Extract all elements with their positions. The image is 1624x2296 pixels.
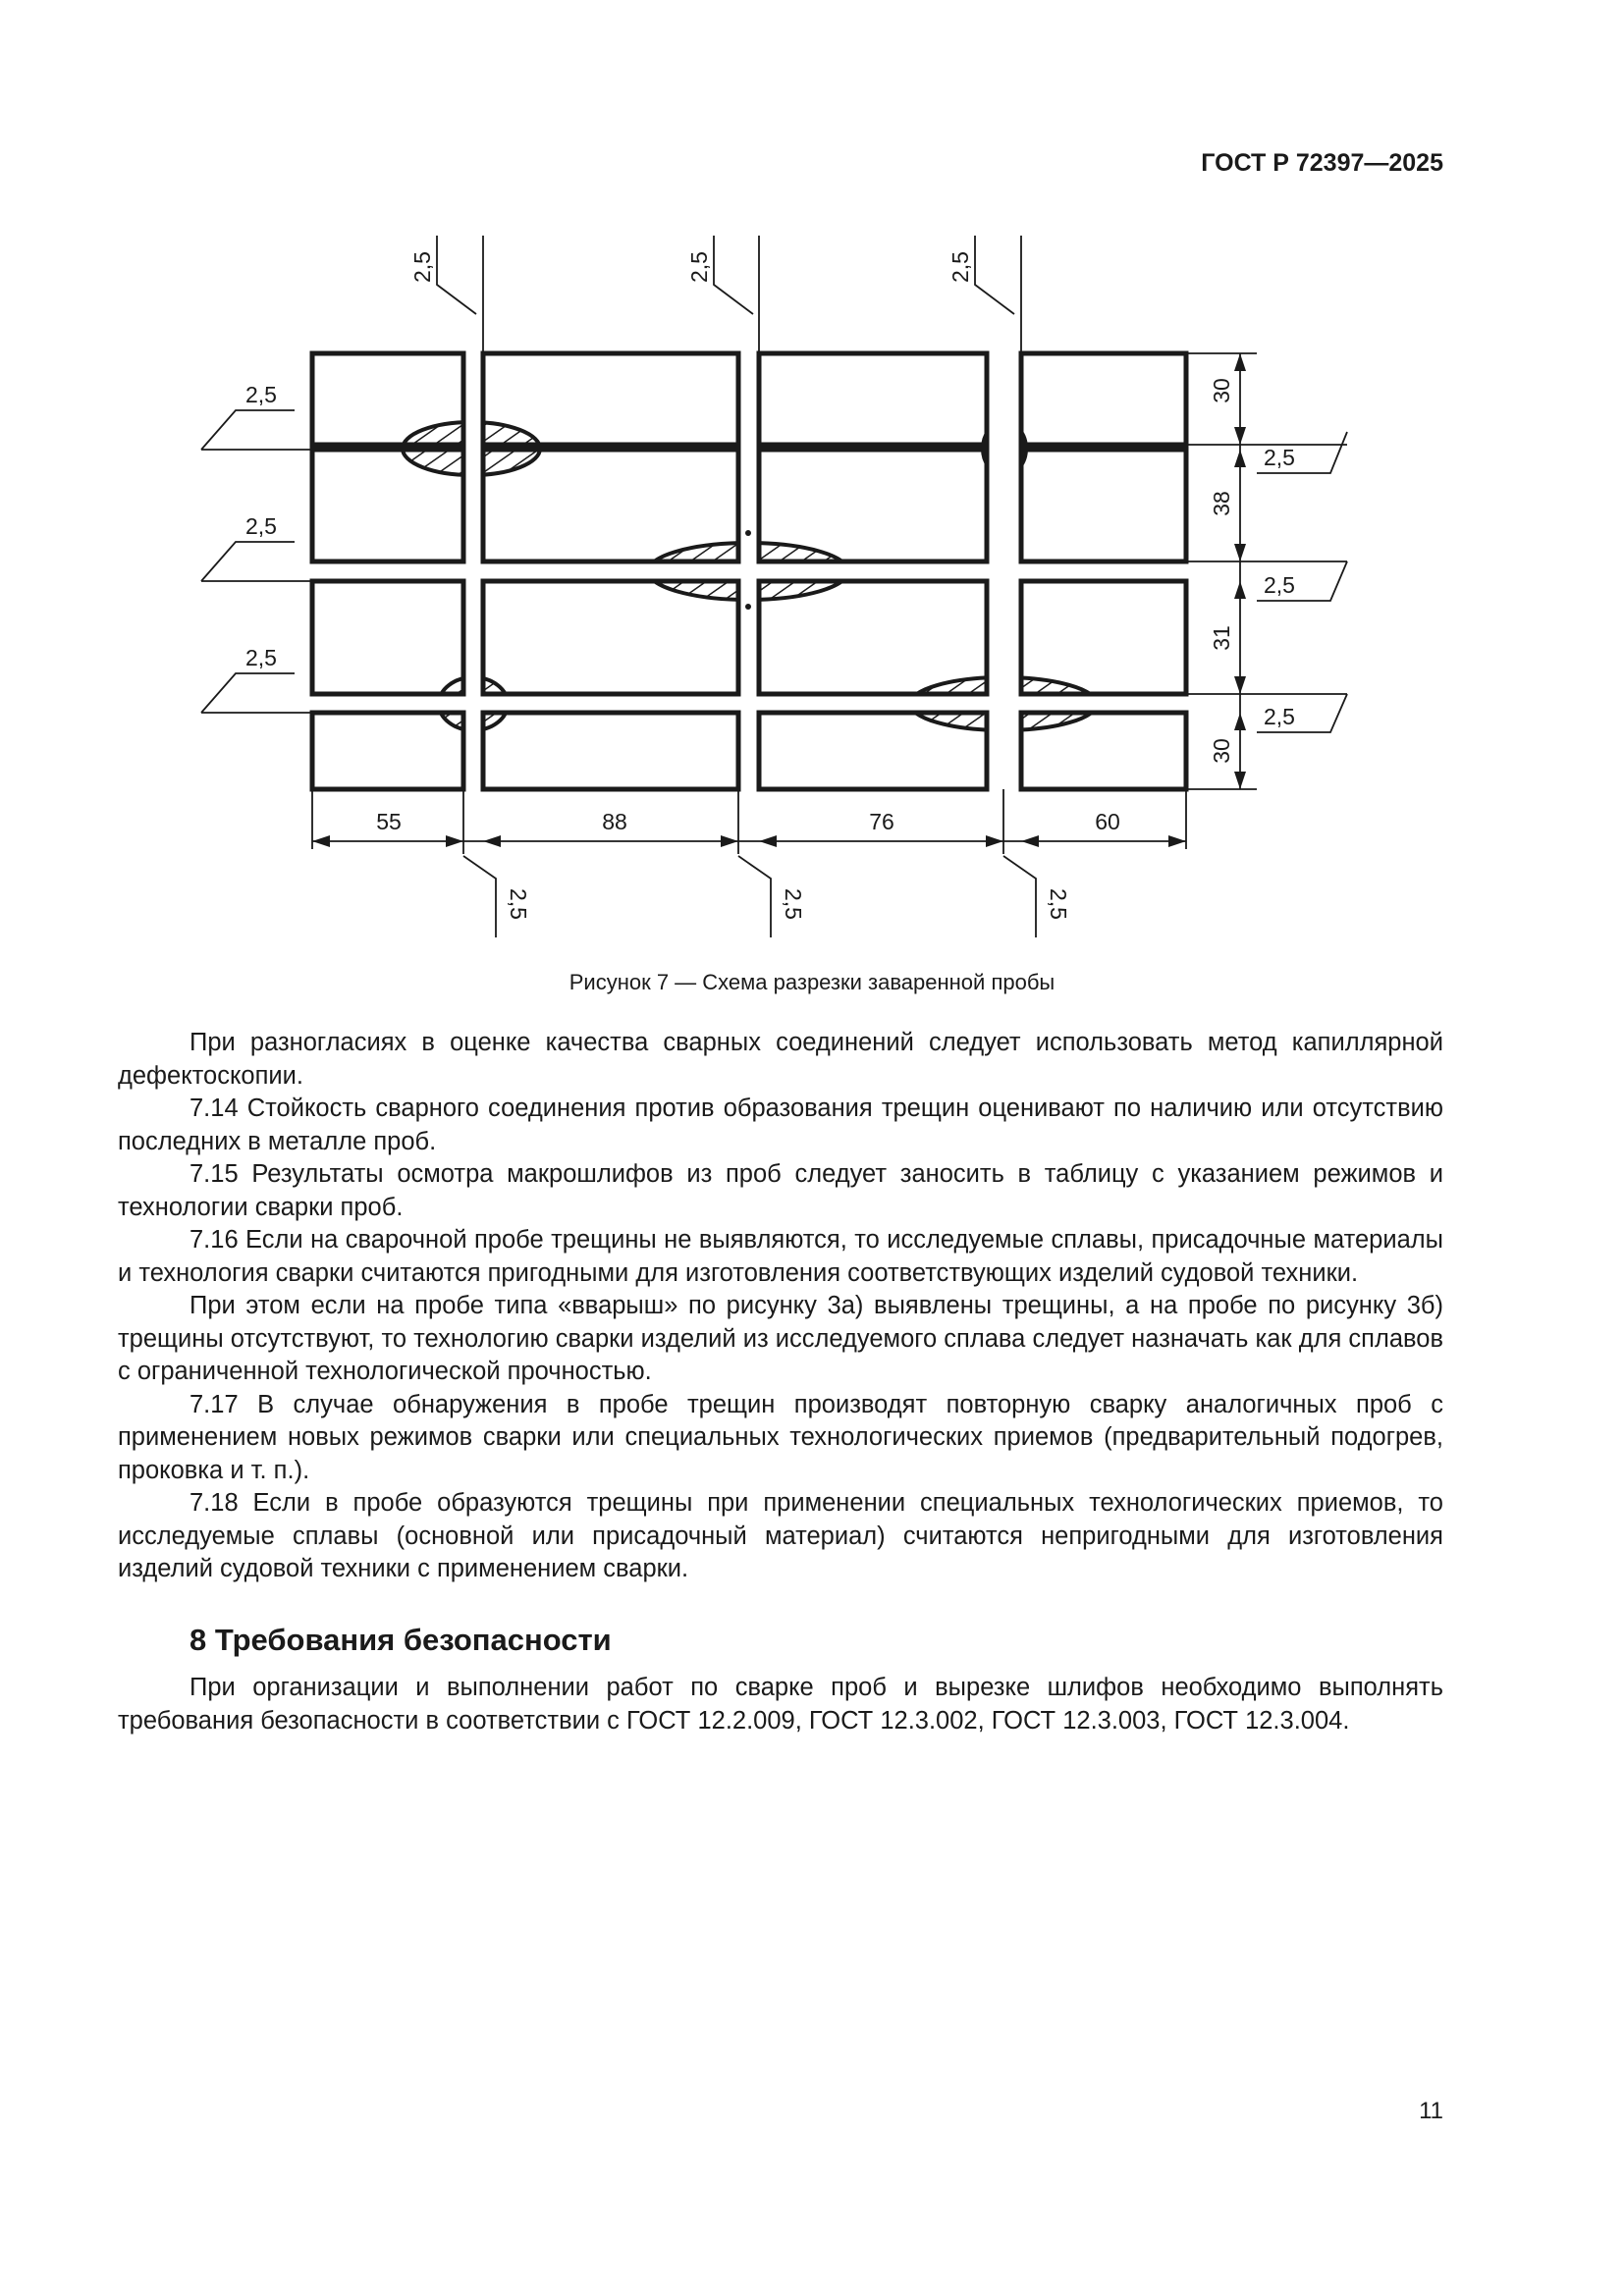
specimen-piece [1021, 450, 1186, 561]
specimen-piece [312, 713, 463, 789]
cut-width-label: 2,5 [506, 888, 531, 920]
cut-width-label: 2,5 [245, 382, 277, 407]
cut-width-label: 2,5 [1264, 572, 1295, 598]
cut-width-label: 2,5 [245, 513, 277, 539]
paragraph: При разногласиях в оценке качества сварных соединений следует использовать метод капиллярной дефектоскопии. [118, 1029, 1443, 1090]
paragraph: 7.16 Если на сварочной пробе трещины не выявляются, то исследуемые сплавы, присадочные материалы и технология сварки считаются пригодными для изготовления соответствующих изделий судовой техники. [118, 1226, 1443, 1287]
page-number: 11 [1419, 2098, 1443, 2124]
cut-width-label: 2,5 [409, 251, 435, 283]
paragraph: 7.17 В случае обнаружения в пробе трещин производят повторную сварку аналогичных проб с применением новых режимов сварки или специальных технологических приемов (предварительный подогрев, проковка и т. п.). [118, 1390, 1443, 1484]
weld-seam [910, 677, 1097, 730]
body-text [118, 1027, 1443, 1737]
paragraph: 7.18 Если в пробе образуются трещины при применении специальных технологических приемов, то исследуемые сплавы (основной или присадочный материал) считаются непригодными для изготовления изделий судовой техники с применением сварки. [118, 1489, 1443, 1582]
cut-width-label: 2,5 [947, 251, 973, 283]
cut-width-label: 2,5 [781, 888, 806, 920]
figure-caption: Рисунок 7 — Схема разрезки заваренной пробы [568, 970, 1056, 994]
row-dimension: 31 [1209, 625, 1234, 651]
specimen-piece [312, 581, 463, 694]
cut-width-label: 2,5 [686, 251, 712, 283]
cut-width-label: 2,5 [245, 645, 277, 670]
paragraph: 7.15 Результаты осмотра макрошлифов из проб следует заносить в таблицу с указанием режимов и технологии сварки проб. [118, 1160, 1443, 1221]
paragraph: При этом если на пробе типа «вварыш» по рисунку 3а) выявлены трещины, а на пробе по рисунку 3б) трещины отсутствуют, то технологию сварки изделий из исследуемого сплава следует назначать как для сплавов с ограниченной технологической прочностью. [118, 1292, 1443, 1385]
weld-seam [648, 543, 848, 600]
specimen-piece [1021, 353, 1186, 445]
row-dimension: 38 [1209, 491, 1234, 516]
column-dimension: 60 [1095, 809, 1120, 834]
column-dimension: 88 [602, 809, 627, 834]
weld-seam [439, 677, 508, 730]
cutting-scheme-figure [0, 0, 1624, 962]
cut-width-label: 2,5 [1264, 704, 1295, 729]
column-dimension: 55 [376, 809, 402, 834]
paragraph: 7.14 Стойкость сварного соединения против образования трещин оценивают по наличию или отсутствию последних в металле проб. [118, 1095, 1443, 1155]
specimen-piece [759, 353, 987, 445]
document-code: ГОСТ Р 72397—2025 [1201, 149, 1443, 177]
cut-width-label: 2,5 [1046, 888, 1071, 920]
row-dimension: 30 [1209, 378, 1234, 403]
paragraph: При организации и выполнении работ по сварке проб и вырезке шлифов необходимо выполнять требования безопасности в соответствии с ГОСТ 12.2.009, ГОСТ 12.3.002, ГОСТ 12.3.003, ГОСТ 12.3.004. [118, 1674, 1443, 1735]
row-dimension: 30 [1209, 738, 1234, 764]
specimen-piece [1021, 581, 1186, 694]
section-title: 8 Требования безопасности [189, 1622, 612, 1657]
specimen-piece [483, 713, 738, 789]
column-dimension: 76 [869, 809, 894, 834]
cut-width-label: 2,5 [1264, 445, 1295, 470]
